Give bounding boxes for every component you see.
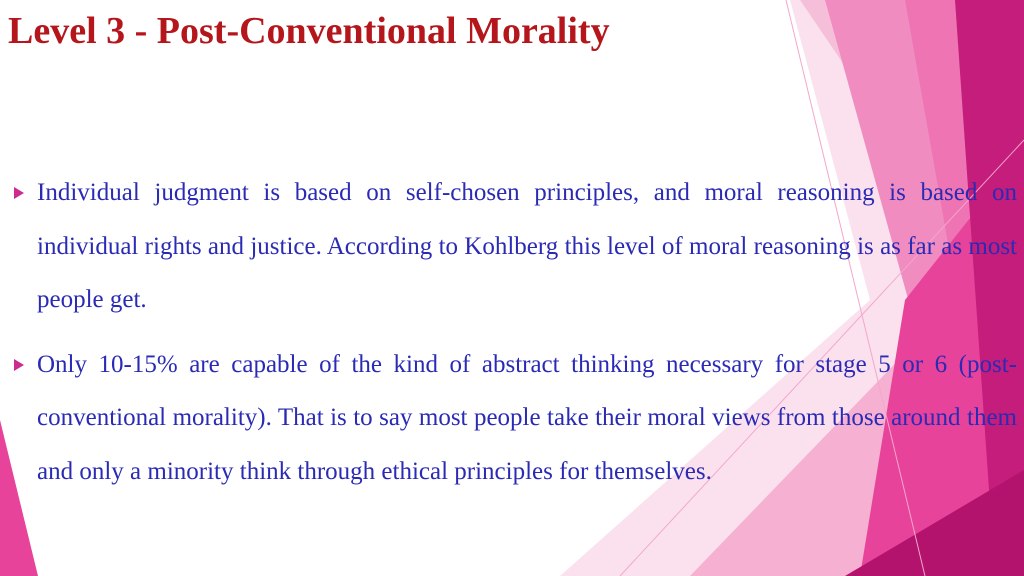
arrowhead-bullet-icon (14, 359, 24, 371)
bullet-item (14, 166, 1017, 327)
bullet-text: Only 10-15% are capable of the kind of abstract thinking necessary for stage 5 or 6 (post-conventional morality). That is to say most people take their moral views from those around them and only a minority think through ethical principles for themselves. (37, 350, 1017, 485)
bullet-text: Individual judgment is based on self-chosen principles, and moral reasoning is based on individual rights and justice. According to Kohlberg this level of moral reasoning is as far as most people get. (37, 179, 1017, 313)
bullet-list (14, 166, 1017, 498)
bullet-item (14, 338, 1017, 499)
slide-title: Level 3 - Post-Conventional Morality (8, 10, 610, 52)
arrowhead-bullet-icon (14, 187, 24, 199)
